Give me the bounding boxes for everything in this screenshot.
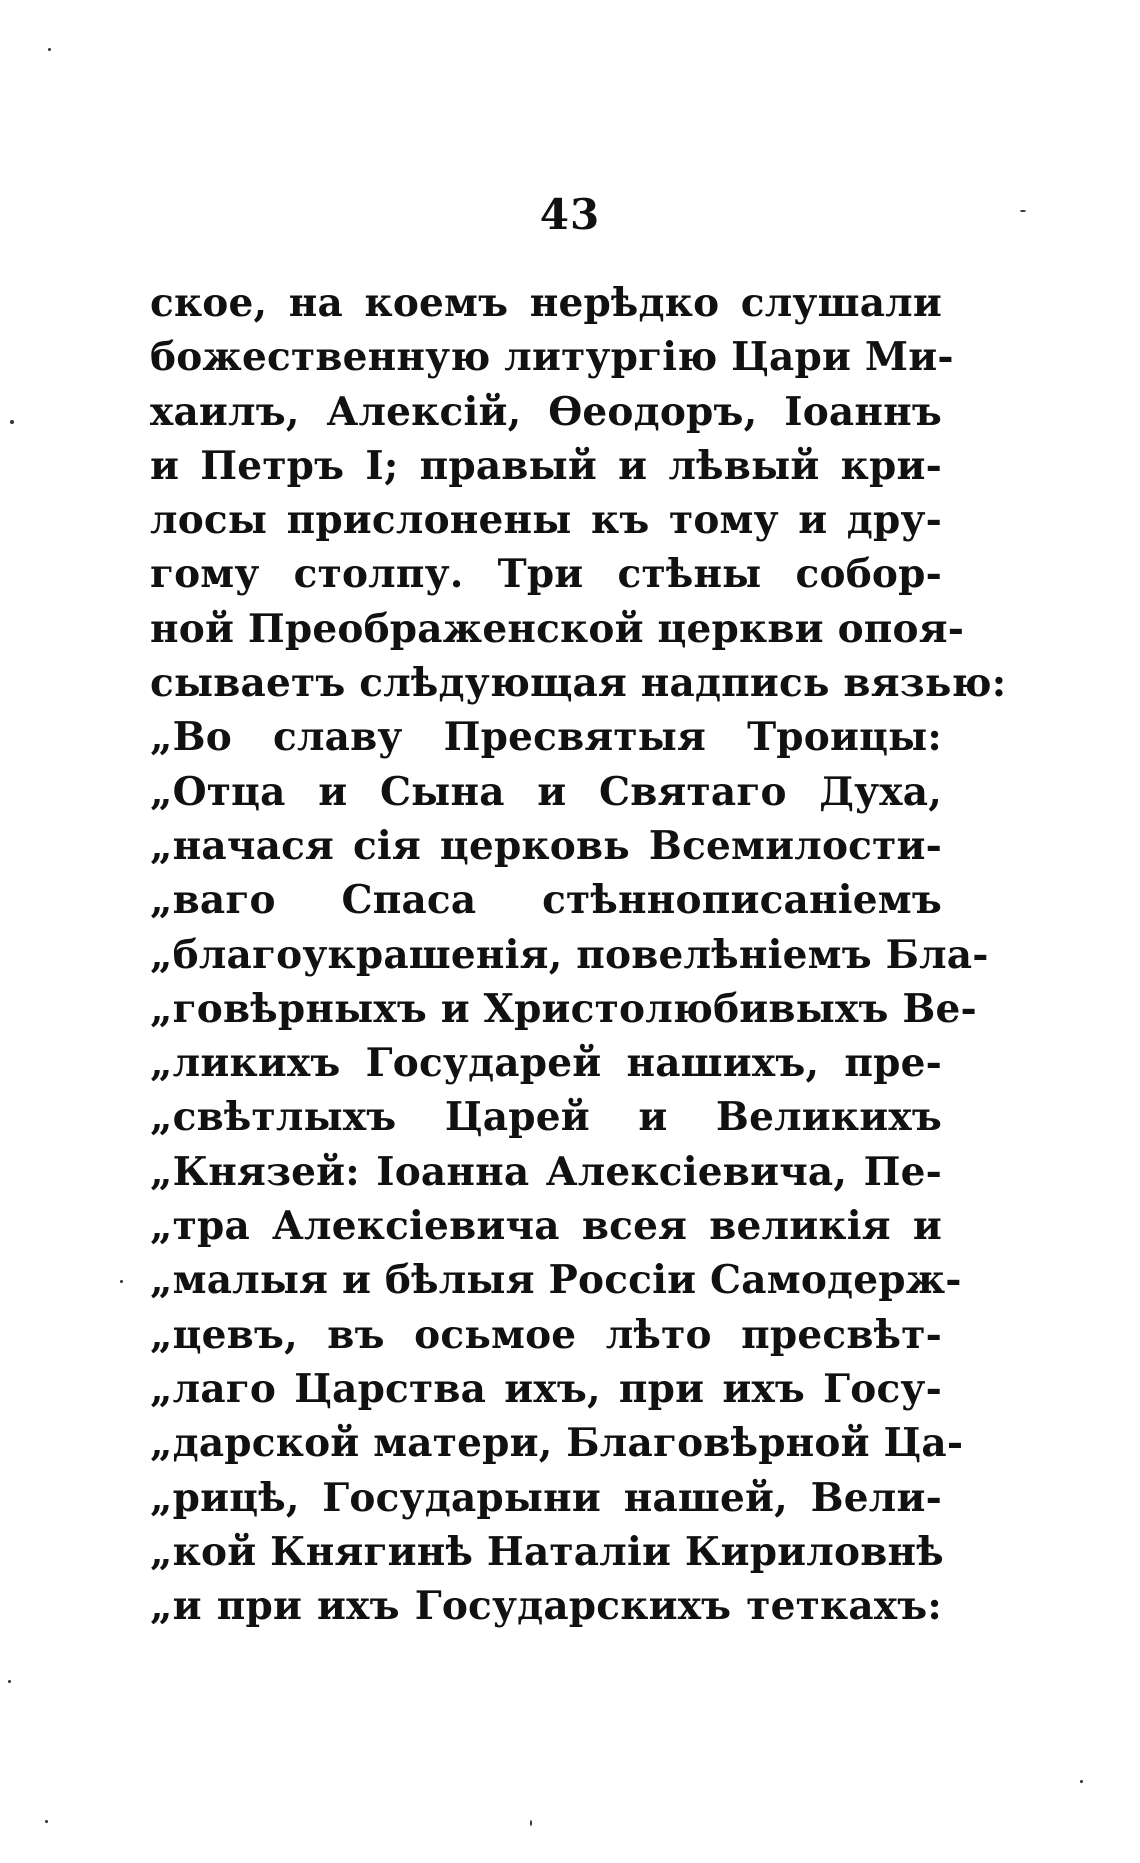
scan-speck [45,1820,48,1823]
scan-speck [1020,210,1026,212]
text-line: „начася сія церковь Всемилости- [150,822,942,869]
text-line: ское, на коемъ нерѣдко слушали [150,280,942,326]
text-line: „говѣрныхъ и Христолюбивыхъ Ве- [150,985,977,1032]
text-line: „дарской матери, Благовѣрной Ца- [150,1420,964,1467]
text-line: „тра Алексіевича всея великія и [150,1203,942,1250]
text-line: ной Преображенской церкви опоя- [150,605,965,652]
scan-speck [120,1280,123,1283]
scan-speck [48,48,51,51]
text-line: гому столпу. Три стѣны собор- [150,551,942,598]
text-line: хаилъ, Алексій, Ѳеодоръ, Іоаннъ [150,388,942,435]
text-line: „лаго Царства ихъ, при ихъ Госу- [150,1365,942,1412]
scan-speck [530,1820,532,1826]
text-line: „и при ихъ Государскихъ теткахъ: [150,1583,942,1630]
text-line: „Отца и Сына и Святаго Духа, [150,768,942,815]
page-number: 43 [539,190,601,239]
body-text [150,276,1007,1633]
text-line: лосы прислонены къ тому и дру- [150,497,942,544]
text-line: „свѣтлыхъ Царей и Великихъ [150,1094,942,1141]
scan-speck [10,420,14,424]
text-line: „Во славу Пресвятыя Троицы: [150,714,942,761]
text-line: „малыя и бѣлыя Россіи Самодерж- [150,1257,962,1304]
scan-speck [8,1680,11,1683]
scan-speck [1080,1780,1083,1783]
text-line: „благоукрашенія, повелѣніемъ Бла- [150,931,989,978]
text-line: „кой Княгинѣ Наталіи Кириловнѣ [150,1528,944,1575]
text-line: „ликихъ Государей нашихъ, пре- [150,1040,942,1087]
text-line: сываетъ слѣдующая надпись вязью: [150,660,1007,707]
text-line: „ваго Спаса стѣннописаніемъ [150,877,942,924]
text-line: „рицѣ, Государыни нашей, Вели- [150,1474,942,1521]
text-line: „Князей: Іоанна Алексіевича, Пе- [150,1148,942,1195]
text-line: „цевъ, въ осьмое лѣто пресвѣт- [150,1311,942,1358]
text-line: божественную литургію Цари Ми- [150,334,954,381]
text-line: и Петръ I; правый и лѣвый кри- [150,442,942,489]
